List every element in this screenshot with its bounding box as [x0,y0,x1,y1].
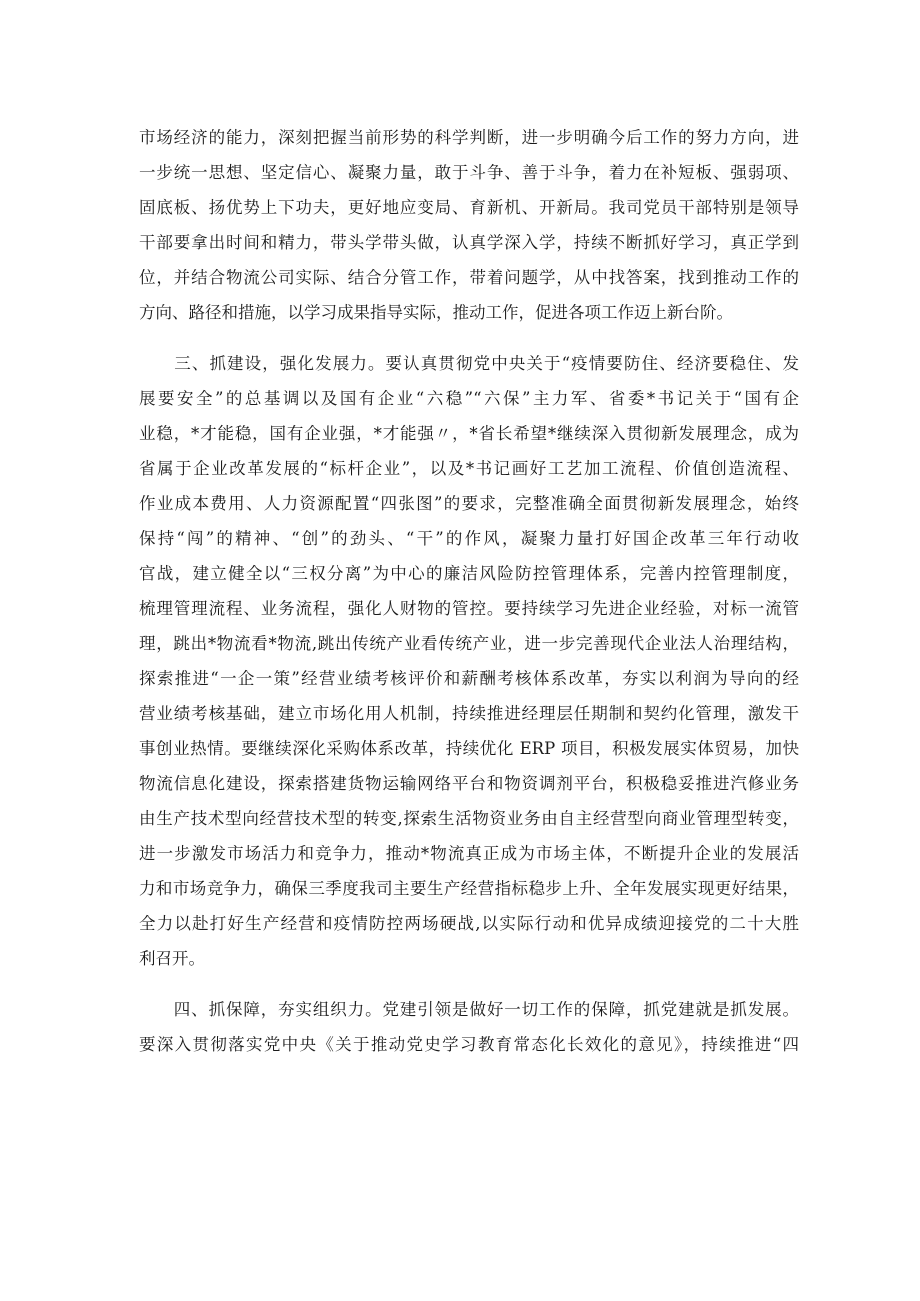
text-line: 利召开。 [139,949,205,968]
text-line: 全力以赴打好生产经营和疫情防控两场硬战,以实际行动和优异成绩迎接党的二十大胜 [139,914,799,933]
text-line: 干部要拿出时间和精力，带头学带头做，认真学深入学，持续不断抓好学习，真正学到 [139,233,799,252]
text-line: 作业成本费用、人力资源配置“四张图”的要求，完整准确全面贯彻新发展理念，始终 [139,494,799,513]
text-line: 力和市场竞争力，确保三季度我司主要生产经营指标稳步上升、全年发展实现更好结果， [139,879,799,898]
text-line: 官战，建立健全以“三权分离”为中心的廉洁风险防控管理体系，完善内控管理制度， [139,564,799,583]
text-line: 固底板、扬优势上下功夫，更好地应变局、育新机、开新局。我司党员干部特别是领导 [139,198,799,217]
text-line: 营业绩考核基础，建立市场化用人机制，持续推进经理层任期制和契约化管理，激发干 [139,704,799,723]
text-line: 由生产技术型向经营技术型的转变,探索生活物资业务由自主经营型向商业管理型转变， [139,809,799,828]
text-line: 理，跳出*物流看*物流,跳出传统产业看传统产业，进一步完善现代企业法人治理结构， [139,634,799,653]
text-line: 业稳，*才能稳，国有企业强，*才能强〃，*省长希望*继续深入贯彻新发展理念，成为 [139,424,799,443]
text-line: 一步统一思想、坚定信心、凝聚力量，敢于斗争、善于斗争，着力在补短板、强弱项、 [139,163,799,182]
text-line: 展要安全”的总基调以及国有企业“六稳”“六保”主力军、省委*书记关于“国有企 [139,389,799,408]
text-line: 三、抓建设，强化发展力。要认真贯彻党中央关于“疫情要防住、经济要稳住、发 [139,354,799,373]
text-line: 探索推进“一企一策”经营业绩考核评价和薪酬考核体系改革，夯实以利润为导向的经 [139,669,799,688]
text-line: 梳理管理流程、业务流程，强化人财物的管控。要持续学习先进企业经验，对标一流管 [139,599,799,618]
text-line: 位，并结合物流公司实际、结合分管工作，带着问题学，从中找答案，找到推动工作的 [139,268,799,287]
text-line: 方向、路径和措施，以学习成果指导实际，推动工作，促进各项工作迈上新台阶。 [139,303,733,322]
text-line: 省属于企业改革发展的“标杆企业”，以及*书记画好工艺加工流程、价值创造流程、 [139,459,799,478]
text-line: 物流信息化建设，探索搭建货物运输网络平台和物资调剂平台，积极稳妥推进汽修业务 [139,774,799,793]
text-line: 事创业热情。要继续深化采购体系改革，持续优化 ERP 项目，积极发展实体贸易，加快 [139,739,799,758]
paragraph [139,992,799,1062]
text-line: 保持“闯”的精神、“创”的劲头、“干”的作风，凝聚力量打好国企改革三年行动收 [139,529,799,548]
text-line: 市场经济的能力，深刻把握当前形势的科学判断，进一步明确今后工作的努力方向，进 [139,128,799,147]
paragraph [139,346,799,976]
text-line: 进一步激发市场活力和竞争力，推动*物流真正成为市场主体，不断提升企业的发展活 [139,844,799,863]
paragraph [139,120,799,330]
text-line: 要深入贯彻落实党中央《关于推动党史学习教育常态化长效化的意见》，持续推进“四 [139,1035,799,1054]
document-body [139,120,799,1062]
text-line: 四、抓保障，夯实组织力。党建引领是做好一切工作的保障，抓党建就是抓发展。 [139,1000,799,1019]
